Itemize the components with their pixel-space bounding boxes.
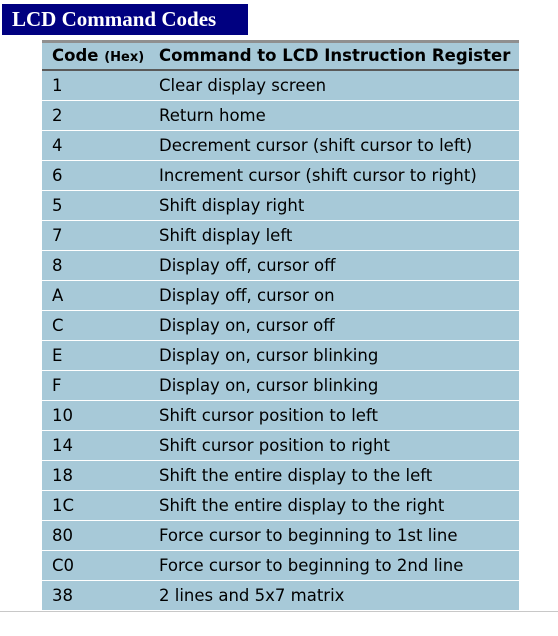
command-code-cell: 1C [52,496,75,515]
command-code-cell: C [52,316,64,335]
command-description-cell: Display on, cursor blinking [159,376,379,395]
command-column-header: Command to LCD Instruction Register [159,46,511,65]
command-code-cell: 4 [52,136,63,155]
command-description-cell: Shift cursor position to left [159,406,378,425]
command-code-cell: 6 [52,166,63,185]
code-header-unit: (Hex) [104,50,145,65]
page-divider [0,611,558,612]
page-title: LCD Command Codes [2,4,248,35]
table-row [42,251,519,281]
table-row [42,131,519,161]
table-body [42,71,519,611]
command-description-cell: Return home [159,106,266,125]
command-code-cell: 7 [52,226,63,245]
command-description-cell: Shift cursor position to right [159,436,390,455]
command-description-cell: Force cursor to beginning to 1st line [159,526,458,545]
table-row [42,551,519,581]
code-column-header [52,43,144,71]
table-row [42,401,519,431]
command-code-cell: E [52,346,63,365]
command-description-cell: Display on, cursor blinking [159,346,379,365]
table-row [42,191,519,221]
table-row [42,341,519,371]
table-row [42,221,519,251]
command-code-cell: 1 [52,76,63,95]
table-row [42,311,519,341]
command-description-cell: Shift the entire display to the right [159,496,445,515]
table-row [42,161,519,191]
command-code-cell: C0 [52,556,75,575]
command-description-cell: Display off, cursor on [159,286,335,305]
command-description-cell: 2 lines and 5x7 matrix [159,586,345,605]
command-code-cell: 38 [52,586,73,605]
table-row [42,431,519,461]
table-row [42,521,519,551]
command-code-cell: 80 [52,526,73,545]
command-description-cell: Decrement cursor (shift cursor to left) [159,136,473,155]
table-header-row [42,40,519,71]
command-description-cell: Increment cursor (shift cursor to right) [159,166,477,185]
table-row [42,281,519,311]
lcd-command-table [42,40,519,611]
table-row [42,371,519,401]
table-row [42,461,519,491]
command-description-cell: Force cursor to beginning to 2nd line [159,556,464,575]
command-description-cell: Shift display right [159,196,305,215]
command-description-cell: Clear display screen [159,76,327,95]
command-code-cell: 5 [52,196,63,215]
command-description-cell: Shift the entire display to the left [159,466,433,485]
command-code-cell: 10 [52,406,73,425]
command-code-cell: 8 [52,256,63,275]
command-description-cell: Display on, cursor off [159,316,335,335]
table-row [42,71,519,101]
command-code-cell: 14 [52,436,73,455]
command-description-cell: Display off, cursor off [159,256,336,275]
table-row [42,581,519,611]
table-row [42,491,519,521]
command-code-cell: A [52,286,64,305]
command-description-cell: Shift display left [159,226,293,245]
table-row [42,101,519,131]
code-header-label: Code [52,46,99,65]
command-code-cell: F [52,376,62,395]
command-code-cell: 18 [52,466,73,485]
command-code-cell: 2 [52,106,63,125]
